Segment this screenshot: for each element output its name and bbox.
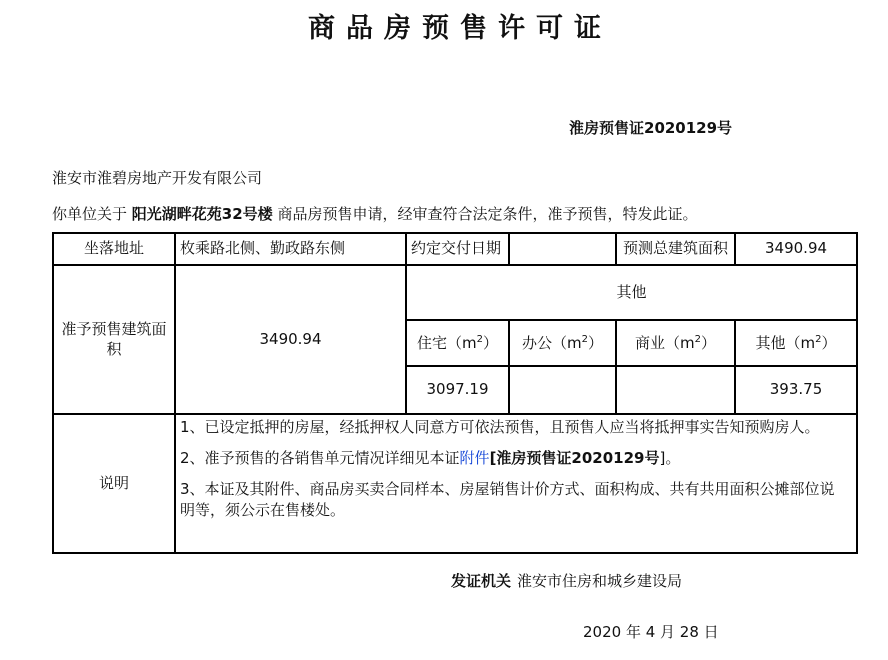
project-name: 阳光湖畔花苑32号楼 [131, 205, 273, 223]
col-commercial-header: 商业$(m^2)$ [616, 320, 735, 366]
col-other-header: 其他$(m^2)$ [735, 320, 857, 366]
statement-suffix: 商品房预售申请，经审查符合法定条件，准予预售，特发此证。 [277, 205, 698, 223]
total-area-value: 3490.94 [735, 233, 857, 265]
issuer-label: 发证机关 [451, 572, 512, 590]
approved-area-value: 3490.94 [175, 265, 406, 414]
approved-area-label: 准予预售建筑面积 [53, 265, 175, 414]
issue-date: 2020 年 4 月 28 日 [583, 623, 719, 641]
location-label: 坐落地址 [53, 233, 175, 265]
certificate-number: 淮房预售证2020129号 [569, 119, 733, 137]
issuing-authority [451, 570, 682, 591]
document-title: 商品房预售许可证 [308, 13, 612, 44]
approval-statement [52, 203, 697, 224]
note-1: 1、已设定抵押的房屋，经抵押权人同意方可依法预售，且预售人应当将抵押事实告知预购房人。 [180, 418, 820, 436]
notes-label: 说明 [53, 414, 175, 553]
note-2: 2、准予预售的各销售单元情况详细见本证附件[淮房预售证2020129号]。 [180, 449, 681, 467]
statement-prefix: 你单位关于 [52, 205, 128, 223]
col-residential-header: 住宅$(m^2)$ [406, 320, 509, 366]
other-group-header: 其他 [406, 265, 857, 320]
notes-content [175, 414, 857, 553]
col-office-header: 办公$(m^2)$ [509, 320, 616, 366]
delivery-date-value [509, 233, 616, 265]
attachment-link[interactable]: 附件 [459, 449, 490, 467]
note-3: 3、本证及其附件、商品房买卖合同样本、房屋销售计价方式、面积构成、共有共用面积公摊部位说明等，须公示在售楼处。 [180, 480, 835, 519]
company-name: 淮安市淮碧房地产开发有限公司 [52, 169, 263, 187]
delivery-date-label: 约定交付日期 [406, 233, 509, 265]
residential-area-value: 3097.19 [406, 366, 509, 414]
issuer-name: 淮安市住房和城乡建设局 [517, 572, 683, 590]
office-area-value [509, 366, 616, 414]
permit-table [52, 232, 858, 554]
location-value: 枚乘路北侧、勤政路东侧 [175, 233, 406, 265]
total-area-label: 预测总建筑面积 [616, 233, 735, 265]
attachment-cert-number: [淮房预售证2020129号 [489, 449, 660, 467]
other-area-value: 393.75 [735, 366, 857, 414]
commercial-area-value [616, 366, 735, 414]
